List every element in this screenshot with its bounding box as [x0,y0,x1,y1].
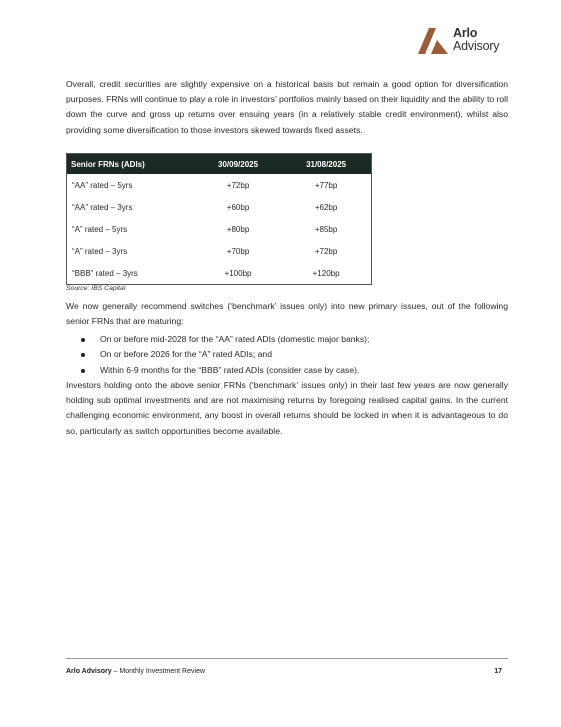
intro-paragraph: Overall, credit securities are slightly expensive on a historical basis but remain a good option for diversification purposes. FRNs will continue to play a role in investors’ portfolios mainly based on their liquidity and the ability to roll down the curve and gross up returns over ensuing years (in a relatively stable credit environment), whilst also providing some diversification to those investors skewed towards fixed assets. [66,79,508,135]
maturing-frn-list [66,332,508,378]
table-cell: +72bp [314,246,338,256]
list-item [66,347,508,362]
list-item-text: On or before 2026 for the “A” rated ADIs; and [100,349,272,360]
table-cell: +72bp [226,180,250,190]
table-row [67,174,372,196]
page-number: 17 [494,668,502,675]
conclusion-paragraph: Investors holding onto the above senior FRNs (‘benchmark’ issues only) in their last few years are now generally holding sub optimal investments and are not maximising returns by foregoing realised capital gains. In the current challenging economic environment, any boost in overall returns should be locked in when it is advantageous to do so, particularly as switch opportunities become available. [66,380,508,436]
table-cell: +85bp [314,224,338,234]
list-item-text: Within 6-9 months for the “BBB” rated ADIs (consider case by case). [100,364,360,375]
table-row [67,218,372,240]
table-source-note: Source: IBS Capital [66,285,126,292]
logo-wordmark [453,27,499,53]
logo-line1: Arlo [453,26,478,40]
table-cell: “A” rated – 5yrs [72,224,128,234]
table-cell: “AA” rated – 3yrs [72,202,133,212]
table-header-cell: 30/09/2025 [195,154,281,175]
footer-brand: Arlo Advisory [66,668,112,675]
footer-subtitle: – Monthly Investment Review [111,668,206,675]
table-cell: “AA” rated – 5yrs [72,180,133,190]
table-cell: +60bp [226,202,250,212]
table-header-cell: 31/08/2025 [281,154,371,175]
list-item-text: On or before mid-2028 for the “AA” rated ADIs (domestic major banks); [100,334,370,344]
table-row [67,196,372,218]
list-item [66,363,508,378]
bullet-icon [81,338,85,342]
arlo-logo [417,26,509,56]
page-footer [66,668,508,675]
footer-divider [66,658,508,659]
table-cell: +70bp [226,246,250,256]
table-cell: +100bp [224,268,252,278]
table-cell: +120bp [312,268,340,278]
logo-line2: Advisory [453,39,500,53]
table-cell: “BBB” rated – 3yrs [72,268,138,278]
table-cell: +77bp [314,180,338,190]
bullet-icon [81,369,85,373]
arlo-logo-mark-icon [417,27,449,55]
table-cell: +62bp [314,202,338,212]
list-item [66,332,508,347]
table-header-cell: Senior FRNs (ADIs) [67,154,195,175]
table-row [67,262,372,285]
frn-margins-table [66,153,372,285]
recommendation-paragraph: We now generally recommend switches (‘benchmark’ issues only) into new primary issues, out of the following senior FRNs that are maturing: [66,301,508,327]
table-row [67,240,372,262]
table-header-row [67,154,372,175]
bullet-icon [81,353,85,357]
table-cell: +80bp [226,224,250,234]
table-cell: “A” rated – 3yrs [72,246,128,256]
